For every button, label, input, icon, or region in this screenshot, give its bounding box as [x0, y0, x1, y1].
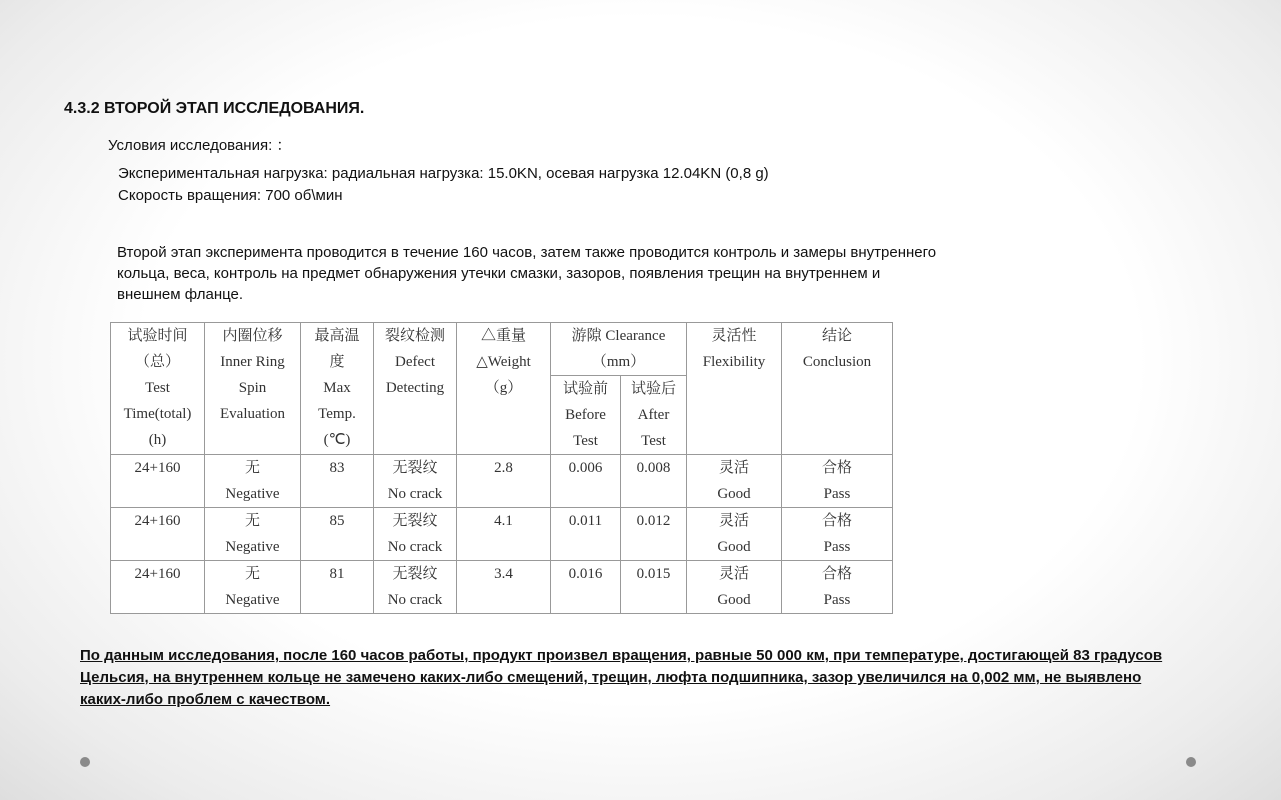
cell-line: (h)	[148, 432, 167, 448]
cell-line: 无裂纹	[392, 566, 438, 582]
cell-line: 0.008	[636, 460, 671, 476]
cell-line: 游隙 Clearance	[571, 328, 666, 344]
cell-line: 24+160	[134, 460, 181, 476]
cell-line: 0.006	[568, 460, 603, 476]
header-weight	[457, 323, 551, 455]
cell-defect	[374, 508, 457, 561]
cell-line: △Weight	[476, 354, 531, 370]
cell-time	[111, 508, 205, 561]
cell-line: 试验时间	[127, 328, 188, 344]
cell-line: 无裂纹	[392, 460, 438, 476]
cell-before	[551, 455, 621, 508]
cell-line: 试验后	[630, 381, 676, 397]
header-clearance	[551, 323, 687, 376]
cell-line: △重量	[480, 328, 526, 344]
cell-line: After	[637, 407, 670, 423]
cell-line: 无裂纹	[392, 513, 438, 529]
cell-line: （总）	[134, 354, 180, 370]
cell-line: 无	[244, 566, 260, 582]
cell-line: 0.011	[568, 513, 603, 529]
cell-line: No crack	[387, 592, 443, 608]
cell-line: 结论	[821, 328, 852, 344]
cell-line: Conclusion	[802, 354, 872, 370]
cell-temp	[301, 455, 374, 508]
cell-conclusion	[782, 561, 893, 614]
cell-line: Test	[641, 433, 666, 449]
cell-line: Inner Ring	[220, 354, 285, 370]
cell-line: 2.8	[494, 460, 513, 476]
section-title: 4.3.2 ВТОРОЙ ЭТАП ИССЛЕДОВАНИЯ.	[64, 100, 365, 117]
cell-flex	[687, 455, 782, 508]
header-temp	[301, 323, 374, 455]
cell-line: Defect	[395, 354, 435, 370]
cell-time	[111, 455, 205, 508]
cell-line: 灵活	[718, 460, 749, 476]
cell-line: 试验前	[562, 381, 608, 397]
cell-conclusion	[782, 455, 893, 508]
cell-line: (℃)	[323, 432, 351, 448]
header-flex	[687, 323, 782, 455]
cell-line: 24+160	[134, 513, 181, 529]
cell-weight	[457, 561, 551, 614]
conditions-label: Условия исследования: ：	[108, 137, 292, 154]
cell-line: Test	[145, 380, 170, 396]
cell-time	[111, 561, 205, 614]
results-table	[110, 322, 893, 614]
cell-line: 85	[329, 513, 345, 529]
cell-line: 内圈位移	[222, 328, 283, 344]
decorative-dot-left	[80, 757, 90, 767]
cell-line: Negative	[225, 539, 280, 555]
cell-line: 3.4	[494, 566, 513, 582]
cell-line: 灵活性	[711, 328, 757, 344]
header-row	[111, 323, 893, 376]
cell-line: Time(total)	[123, 406, 192, 422]
cell-temp	[301, 561, 374, 614]
cell-conclusion	[782, 508, 893, 561]
cell-line: 0.012	[636, 513, 671, 529]
header-conclusion	[782, 323, 893, 455]
cell-line: 灵活	[718, 513, 749, 529]
table-row	[111, 455, 893, 508]
header-spin	[205, 323, 301, 455]
header-after	[621, 376, 687, 455]
cell-temp	[301, 508, 374, 561]
cell-spin	[205, 455, 301, 508]
conclusion-text: По данным исследования, после 160 часов работы, продукт произвел вращения, равные 50 000 км, при температуре, достигающей 83 градусов Цельсия, на внутреннем кольце не замечено каких-либо смещений, трещин, люфта подшипника, зазор увеличился на 0,002 мм, не выявлено каких-либо проблем с качеством.	[80, 647, 1163, 708]
cell-spin	[205, 508, 301, 561]
cell-weight	[457, 508, 551, 561]
cell-before	[551, 508, 621, 561]
cell-line: Test	[573, 433, 598, 449]
cell-line: 0.016	[568, 566, 603, 582]
cell-line: Good	[717, 539, 751, 555]
cell-line: Spin	[238, 380, 267, 396]
cell-after	[621, 561, 687, 614]
cell-before	[551, 561, 621, 614]
cell-line: 24+160	[134, 566, 181, 582]
cell-line: （g）	[484, 380, 523, 396]
header-time	[111, 323, 205, 455]
cell-line: 最高温	[314, 328, 360, 344]
cell-after	[621, 455, 687, 508]
cell-line: Before	[565, 407, 606, 423]
cell-line: 无	[244, 460, 260, 476]
cell-line: 81	[329, 566, 345, 582]
cell-line: Temp.	[318, 406, 356, 422]
decorative-dot-right	[1186, 757, 1196, 767]
cell-line: Pass	[823, 486, 851, 502]
cell-line: Pass	[823, 592, 851, 608]
cell-line: 裂纹检测	[384, 328, 445, 344]
cell-defect	[374, 455, 457, 508]
header-before	[551, 376, 621, 455]
load-line: Экспериментальная нагрузка: радиальная нагрузка: 15.0KN, осевая нагрузка 12.04KN (0,8 g)	[118, 165, 769, 182]
cell-line: Detecting	[385, 380, 445, 396]
table-row	[111, 508, 893, 561]
cell-weight	[457, 455, 551, 508]
cell-line: Flexibility	[702, 354, 766, 370]
cell-line: Good	[717, 592, 751, 608]
speed-line: Скорость вращения: 700 об\мин	[118, 187, 343, 204]
cell-after	[621, 508, 687, 561]
cell-line: 83	[329, 460, 345, 476]
cell-line: 合格	[821, 460, 852, 476]
cell-line: Evaluation	[220, 406, 285, 422]
cell-line: 灵活	[718, 566, 749, 582]
cell-line: Negative	[225, 486, 280, 502]
cell-line: （mm）	[591, 354, 646, 370]
cell-defect	[374, 561, 457, 614]
cell-line: Good	[717, 486, 751, 502]
cell-line: Pass	[823, 539, 851, 555]
cell-flex	[687, 561, 782, 614]
cell-line: Negative	[225, 592, 280, 608]
header-defect	[374, 323, 457, 455]
table-row	[111, 561, 893, 614]
cell-line: 无	[244, 513, 260, 529]
cell-line: 合格	[821, 513, 852, 529]
cell-line: No crack	[387, 486, 443, 502]
cell-line: 度	[329, 354, 345, 370]
cell-line: 4.1	[494, 513, 513, 529]
cell-line: No crack	[387, 539, 443, 555]
cell-spin	[205, 561, 301, 614]
cell-line: 合格	[821, 566, 852, 582]
cell-flex	[687, 508, 782, 561]
cell-line: Max	[323, 380, 351, 396]
cell-line: 0.015	[636, 566, 671, 582]
description-paragraph: Второй этап эксперимента проводится в течение 160 часов, затем также проводится контроль и замеры внутреннего кольца, веса, контроль на предмет обнаружения утечки смазки, зазоров, появления трещин на внутреннем и внешнем фланце.	[117, 244, 937, 303]
